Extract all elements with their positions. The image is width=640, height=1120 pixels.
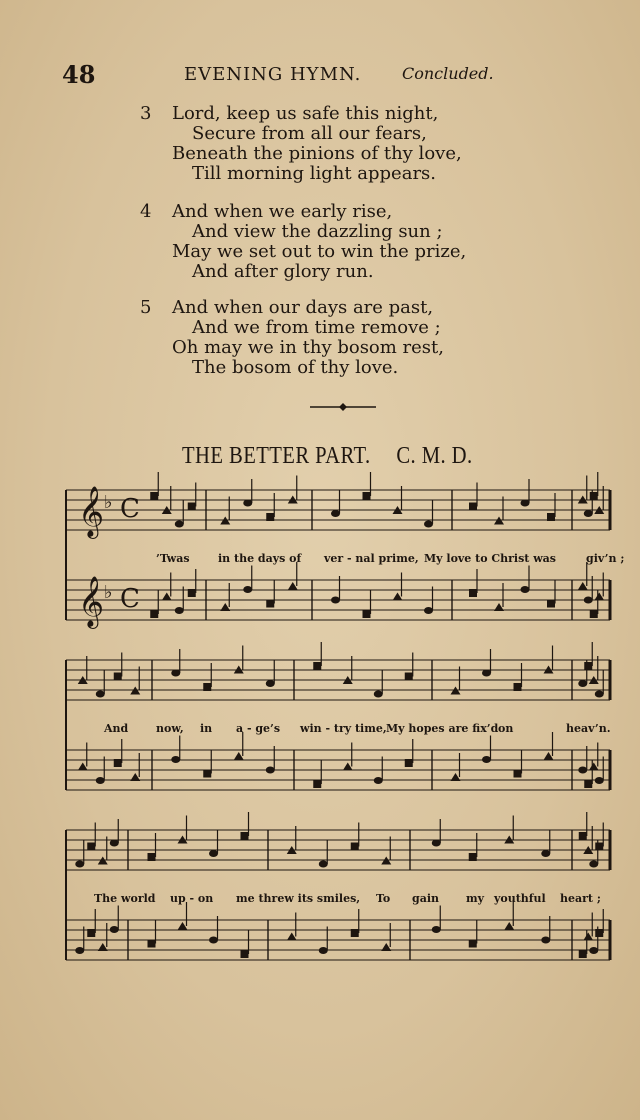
note-head (469, 589, 477, 597)
note-head (313, 662, 321, 670)
note-head (514, 770, 522, 778)
note-head (584, 780, 592, 788)
running-head (62, 60, 520, 90)
note-head (87, 843, 95, 851)
note-head (110, 840, 119, 847)
tune-name: THE BETTER PART. (182, 443, 371, 469)
note-head (595, 843, 603, 851)
lyric-syllable: gain (412, 892, 439, 905)
lyric-syllable: in (200, 722, 213, 735)
stanza-line: And after glory run. (192, 261, 374, 282)
lyric-syllable: heav’n. (566, 722, 611, 735)
note-head (203, 770, 211, 778)
note-head (241, 832, 249, 840)
note-head (75, 861, 84, 868)
note-head (432, 926, 441, 933)
note-head (319, 947, 328, 954)
stanza-line: Till morning light appears. (192, 163, 437, 184)
lyric-syllable: win - try time, (300, 722, 387, 735)
lyric-syllable: And (104, 722, 129, 735)
lyric-syllable: youthful (494, 892, 546, 905)
note-head (363, 610, 371, 618)
ornamental-divider (310, 402, 376, 412)
note-head (469, 940, 477, 948)
lyric-syllable: My love to Christ was (424, 552, 556, 565)
stanza-line: Oh may we in thy bosom rest, (172, 337, 445, 358)
stanza-line: May we set out to win the prize, (172, 241, 467, 262)
note-head (595, 691, 604, 698)
stanza-number: 5 (140, 297, 152, 318)
note-head (374, 777, 383, 784)
note-head (351, 929, 359, 937)
note-head (595, 777, 604, 784)
lyric-syllable: heart ; (560, 892, 601, 905)
lyric-syllable: giv’n ; (586, 552, 625, 565)
note-head (171, 670, 180, 677)
note-head (521, 500, 530, 507)
note-head (469, 503, 477, 511)
note-head (584, 597, 593, 604)
stanza-line: The bosom of thy love. (192, 357, 399, 378)
note-head (75, 947, 84, 954)
note-head (595, 929, 603, 937)
note-head (590, 492, 598, 500)
note-head (363, 492, 371, 500)
lyric-syllable: ’Twas (156, 552, 190, 565)
note-head (96, 691, 105, 698)
note-head (547, 600, 555, 608)
lyric-syllable: ver - nal prime, (324, 552, 419, 565)
note-head (266, 600, 274, 608)
note-head (203, 683, 211, 691)
lyric-syllable: To (376, 892, 391, 905)
note-head (188, 589, 196, 597)
lyric-syllable: The world (94, 892, 156, 905)
tune-meter: C. M. D. (396, 443, 473, 469)
note-head (87, 929, 95, 937)
note-head (266, 767, 275, 774)
note-head (209, 850, 218, 857)
stanza-line: And when we early rise, (172, 201, 393, 222)
note-head (331, 597, 340, 604)
note-head (584, 662, 592, 670)
note-head (110, 926, 119, 933)
note-head (150, 610, 158, 618)
note-head (405, 673, 413, 681)
lyric-syllable: on (498, 722, 514, 735)
lyric-syllable: a - ge’s (236, 722, 281, 735)
note-head (150, 492, 158, 500)
lyrics-line-3 (86, 892, 616, 908)
note-head (266, 513, 274, 521)
lyric-syllable: my (466, 892, 485, 905)
lyric-syllable: up - on (170, 892, 214, 905)
note-head (579, 950, 587, 958)
note-head (114, 673, 122, 681)
stanza-line: And we from time remove ; (192, 317, 441, 338)
note-head (241, 950, 249, 958)
note-head (331, 510, 340, 517)
note-head (578, 680, 587, 687)
note-head (521, 586, 530, 593)
stanza-number: 3 (140, 103, 152, 124)
note-head (424, 521, 433, 528)
lyric-syllable: now, (156, 722, 184, 735)
note-head (374, 691, 383, 698)
lyrics-line-1 (86, 552, 625, 568)
note-head (175, 521, 184, 528)
note-head (405, 759, 413, 767)
stanza-line: Beneath the pinions of thy love, (172, 143, 462, 164)
note-head (96, 777, 105, 784)
stanza-line: Lord, keep us safe this night, (172, 103, 439, 124)
note-head (319, 861, 328, 868)
note-head (482, 670, 491, 677)
running-head-concluded: Concluded. (402, 64, 494, 83)
note-head (589, 861, 598, 868)
note-head (590, 610, 598, 618)
common-time-icon: C (120, 494, 140, 524)
running-head-title: EVENING HYMN. (184, 64, 362, 85)
stanza-line: And when our days are past, (172, 297, 434, 318)
note-head (175, 607, 184, 614)
page-number: 48 (62, 60, 96, 89)
note-head (541, 850, 550, 857)
stanza-line: Secure from all our fears, (192, 123, 427, 144)
treble-clef-icon: 𝄞 (78, 576, 105, 627)
note-head (469, 853, 477, 861)
note-head (432, 840, 441, 847)
lyric-syllable: me threw its smiles, (236, 892, 361, 905)
note-head (171, 756, 180, 763)
flat-sign-icon: ♭ (104, 492, 113, 513)
stanza-number: 4 (140, 201, 152, 222)
flat-sign-icon: ♭ (104, 582, 113, 603)
note-head (351, 843, 359, 851)
note-head (514, 683, 522, 691)
note-head (547, 513, 555, 521)
note-head (148, 853, 156, 861)
treble-clef-icon: 𝄞 (78, 486, 105, 537)
lyrics-line-2 (86, 722, 616, 738)
tune-title (182, 443, 473, 470)
note-head (148, 940, 156, 948)
note-head (188, 503, 196, 511)
note-head (584, 510, 593, 517)
note-head (424, 607, 433, 614)
note-head (243, 500, 252, 507)
note-head (114, 759, 122, 767)
note-head (589, 947, 598, 954)
note-head (243, 586, 252, 593)
note-head (578, 767, 587, 774)
stanza-line: And view the dazzling sun ; (192, 221, 443, 242)
note-head (313, 780, 321, 788)
common-time-icon: C (120, 584, 140, 614)
note-head (209, 937, 218, 944)
lyric-syllable: in the days of (218, 552, 302, 565)
note-head (482, 756, 491, 763)
note-head (541, 937, 550, 944)
note-head (579, 832, 587, 840)
note-head (266, 680, 275, 687)
lyric-syllable: My hopes are fix’d (386, 722, 499, 735)
